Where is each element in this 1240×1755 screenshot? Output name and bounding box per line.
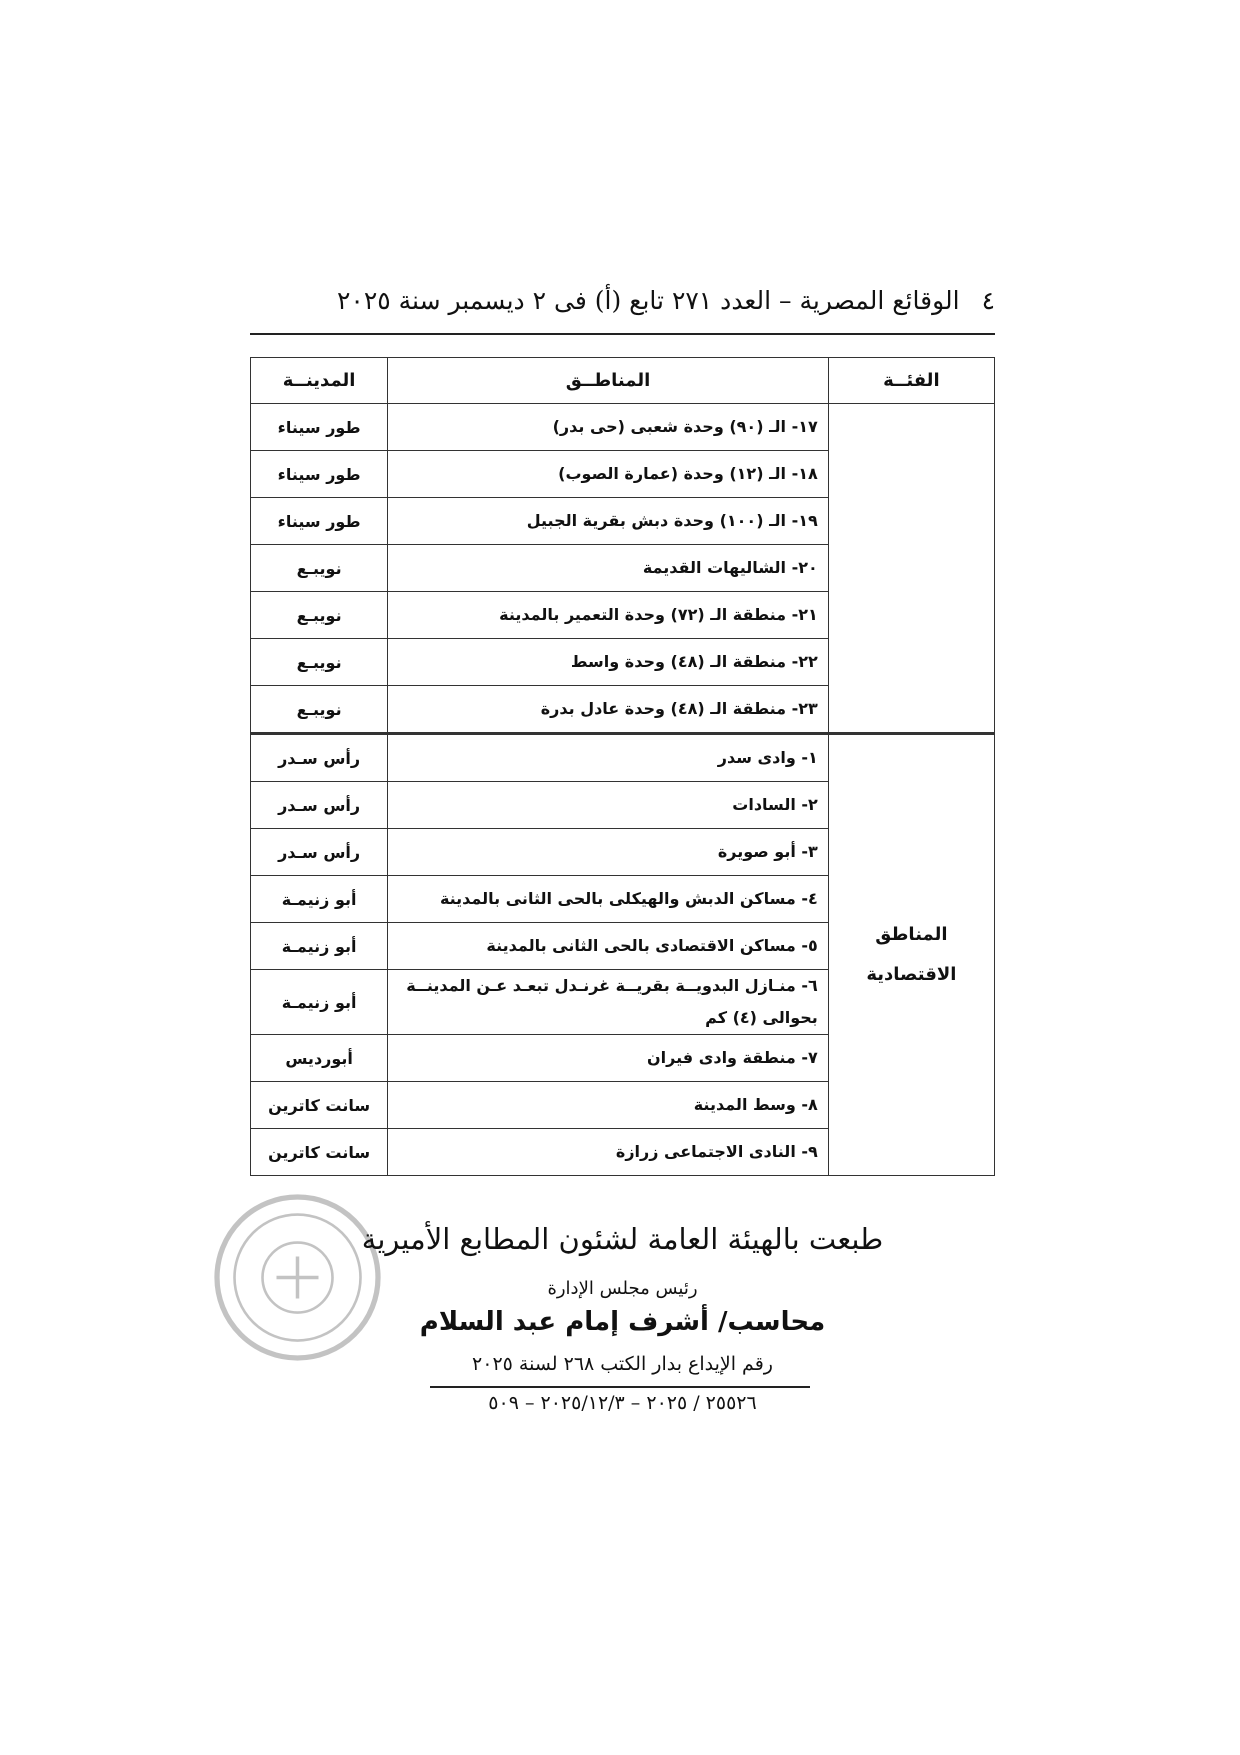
city-cell: رأس سـدر bbox=[251, 829, 388, 876]
category-cell-group1 bbox=[828, 404, 994, 734]
city-cell: طور سيناء bbox=[251, 451, 388, 498]
chairman-name: محاسب/ أشرف إمام عبد السلام bbox=[419, 1307, 826, 1337]
area-cell: ٢٢- منطقة الـ (٤٨) وحدة واسط bbox=[388, 639, 829, 686]
area-cell: ٨- وسط المدينة bbox=[388, 1082, 829, 1129]
chairman-label: رئيس مجلس الإدارة bbox=[547, 1278, 698, 1299]
areas-table bbox=[250, 357, 995, 1176]
area-cell: ١- وادى سدر bbox=[388, 734, 829, 782]
city-cell: نويبـع bbox=[251, 545, 388, 592]
city-cell: طور سيناء bbox=[251, 404, 388, 451]
area-cell: ٩- النادى الاجتماعى زرازة bbox=[388, 1129, 829, 1176]
city-cell: نويبـع bbox=[251, 639, 388, 686]
area-cell: ١٨- الـ (١٢) وحدة (عمارة الصوب) bbox=[388, 451, 829, 498]
page-number: ٤ bbox=[981, 285, 995, 315]
city-cell: نويبـع bbox=[251, 592, 388, 639]
table-row bbox=[251, 404, 995, 451]
area-cell: ٢- السادات bbox=[388, 782, 829, 829]
area-cell: ١٧- الـ (٩٠) وحدة شعبى (حى بدر) bbox=[388, 404, 829, 451]
area-cell: ٥- مساكن الاقتصادى بالحى الثانى بالمدينة bbox=[388, 923, 829, 970]
city-cell: سانت كاترين bbox=[251, 1082, 388, 1129]
printed-by: طبعت بالهيئة العامة لشئون المطابع الأميرية bbox=[361, 1222, 884, 1256]
area-cell: ٢٠- الشاليهات القديمة bbox=[388, 545, 829, 592]
city-cell: رأس سـدر bbox=[251, 782, 388, 829]
page-header bbox=[250, 280, 995, 320]
area-cell: ١٩- الـ (١٠٠) وحدة دبش بقرية الجبيل bbox=[388, 498, 829, 545]
print-code: ٢٥٥٢٦ / ٢٠٢٥ – ٢٠٢٥/١٢/٣ – ٥٠٩ bbox=[488, 1392, 757, 1414]
gazette-title: الوقائع المصرية – العدد ٢٧١ تابع (أ) فى ٢ ديسمبر سنة ٢٠٢٥ bbox=[336, 285, 960, 315]
category-line-1: المناطق bbox=[875, 924, 948, 945]
footer-divider bbox=[430, 1386, 810, 1388]
area-cell: ٦- منـازل البدويــة بقريــة غرنـدل تبعـد عـن المدينــة بحوالى (٤) كم bbox=[388, 970, 829, 1035]
city-cell: أبو زنيمـة bbox=[251, 970, 388, 1035]
area-cell: ٢٣- منطقة الـ (٤٨) وحدة عادل بدرة bbox=[388, 686, 829, 734]
area-cell: ٣- أبو صويرة bbox=[388, 829, 829, 876]
city-cell: أبورديس bbox=[251, 1035, 388, 1082]
table-row bbox=[251, 734, 995, 782]
column-category: الفئــة bbox=[828, 358, 994, 404]
city-cell: أبو زنيمـة bbox=[251, 923, 388, 970]
column-city: المدينــة bbox=[251, 358, 388, 404]
column-areas: المناطــق bbox=[388, 358, 829, 404]
area-cell: ٢١- منطقة الـ (٧٢) وحدة التعمير بالمدينة bbox=[388, 592, 829, 639]
table-header-row bbox=[251, 358, 995, 404]
category-line-2: الاقتصادية bbox=[866, 964, 957, 985]
city-cell: أبو زنيمـة bbox=[251, 876, 388, 923]
area-cell: ٧- منطقة وادى فيران bbox=[388, 1035, 829, 1082]
deposit-number: رقم الإيداع بدار الكتب ٢٦٨ لسنة ٢٠٢٥ bbox=[472, 1353, 773, 1375]
area-cell: ٤- مساكن الدبش والهيكلى بالحى الثانى بالمدينة bbox=[388, 876, 829, 923]
city-cell: نويبـع bbox=[251, 686, 388, 734]
city-cell: رأس سـدر bbox=[251, 734, 388, 782]
header-divider bbox=[250, 333, 995, 335]
city-cell: سانت كاترين bbox=[251, 1129, 388, 1176]
city-cell: طور سيناء bbox=[251, 498, 388, 545]
category-cell-economic-zones bbox=[828, 734, 994, 1176]
